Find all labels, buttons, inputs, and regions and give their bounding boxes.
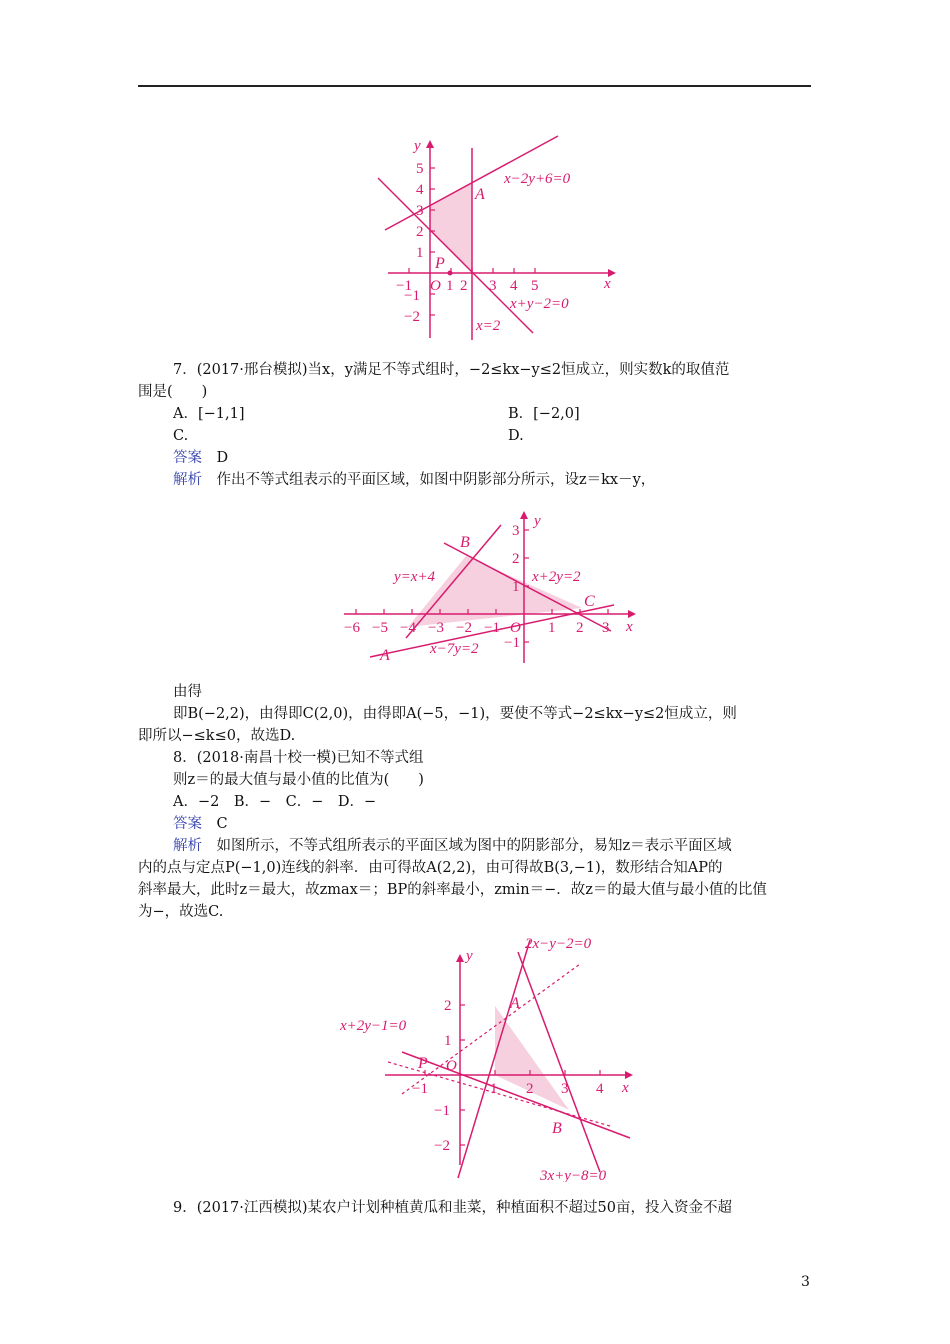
y-tick-label: 3 (512, 523, 520, 539)
point-p-label: P (418, 1055, 428, 1072)
y-tick-label: 1 (512, 579, 520, 595)
y-tick-label: 2 (416, 224, 424, 240)
x-tick-label: −1 (484, 620, 500, 636)
y-tick-label: 1 (416, 245, 424, 261)
x-axis-label: x (626, 619, 633, 635)
line-label-1: 2x−y−2=0 (525, 936, 592, 952)
x-tick-label: −1 (412, 1081, 428, 1097)
x-tick-label: 1 (548, 620, 556, 636)
q8-options: A．−2 B．− C．− D．− (173, 794, 377, 810)
answer-label: 答案 (173, 816, 202, 832)
header-rule (138, 85, 811, 87)
y-tick-label: −2 (404, 309, 420, 325)
answer-label: 答案 (173, 450, 202, 466)
y-axis-arrow (456, 954, 464, 962)
y-tick-label: −1 (404, 288, 420, 304)
x-tick-label: 2 (526, 1081, 534, 1097)
x-axis-arrow (628, 610, 636, 618)
x-tick-label: 3 (489, 278, 497, 294)
x-tick-label: 1 (490, 1081, 498, 1097)
y-tick-label: 2 (444, 998, 452, 1014)
y-tick-label: 3 (416, 203, 424, 219)
figure-1 (368, 128, 633, 346)
q7-after-1: 由得 (173, 684, 202, 700)
line-label-2: x+2y−1=0 (340, 1018, 407, 1034)
y-tick-label: −2 (434, 1138, 450, 1154)
x-axis-label: x (622, 1080, 629, 1096)
y-axis-label: y (534, 513, 541, 529)
line-label-1: x−2y+6=0 (504, 171, 571, 187)
feasible-region (408, 556, 582, 627)
y-tick-label: 4 (416, 182, 424, 198)
line-label-2: x+y−2=0 (510, 296, 569, 312)
q7-option-d: D. (508, 428, 524, 444)
q8-analysis-1 (173, 835, 732, 857)
figure-2-graph (336, 503, 658, 675)
x-tick-label: 2 (576, 620, 584, 636)
analysis-text: 作出不等式组表示的平面区域，如图中阴影部分所示，设z＝kx－y， (216, 472, 656, 488)
y-tick-label: 5 (416, 161, 424, 177)
q7-option-b: B．[−2,0] (508, 406, 580, 422)
q8-analysis-4: 为−，故选C. (138, 904, 224, 920)
analysis-label: 解析 (173, 838, 202, 854)
y-tick-label: 1 (444, 1033, 452, 1049)
line-label-3: x−7y=2 (430, 641, 479, 657)
q7-answer (173, 447, 228, 469)
x-tick-label: −6 (344, 620, 360, 636)
x-tick-label: −3 (428, 620, 444, 636)
analysis-label: 解析 (173, 472, 202, 488)
x-tick-label: 5 (531, 278, 539, 294)
point-p-label: P (435, 255, 445, 272)
point-b-label: B (552, 1120, 562, 1137)
x-tick-label: −5 (372, 620, 388, 636)
line-label-3: 3x+y−8=0 (540, 1168, 607, 1182)
q8-answer (173, 813, 228, 835)
origin-label: O (446, 1058, 457, 1074)
y-axis-label: y (466, 948, 473, 964)
origin-label: O (510, 620, 521, 636)
figure-1-graph (368, 128, 633, 346)
x-axis-arrow (625, 1071, 633, 1079)
answer-value: D (216, 450, 229, 466)
point-a-label: A (475, 186, 485, 203)
x-tick-label: 1 (446, 278, 454, 294)
q7-analysis (173, 469, 655, 491)
q7-line-1: 7．(2017·邢台模拟)当x，y满足不等式组时，−2≤kx−y≤2恒成立，则实数k的取值范 (173, 362, 730, 378)
point-a-label: A (380, 647, 390, 664)
point-b-label: B (460, 534, 470, 551)
x-tick-label: −2 (456, 620, 472, 636)
figure-3-graph (340, 930, 650, 1182)
q8-line-2: 则z＝的最大值与最小值的比值为( ) (173, 772, 424, 788)
answer-value: C (216, 816, 228, 832)
q7-line-2: 围是( ) (138, 384, 208, 400)
origin-label: O (430, 278, 441, 294)
q8-line-1: 8．(2018·南昌十校一模)已知不等式组 (173, 750, 424, 766)
analysis-text: 如图所示，不等式组所表示的平面区域为图中的阴影部分，易知z＝表示平面区域 (216, 838, 732, 854)
x-tick-label: 4 (510, 278, 518, 294)
y-axis-arrow (426, 140, 434, 148)
x-axis-label: x (604, 276, 611, 292)
q8-analysis-3: 斜率最大，此时z＝最大，故zmax＝；BP的斜率最小，zmin＝−．故z＝的最大值与最小值的比值 (138, 882, 767, 898)
q8-analysis-2: 内的点与定点P(−1,0)连线的斜率．由可得故A(2,2)，由可得故B(3,−1)，数形结合知AP的 (138, 860, 723, 876)
q7-after-2: 即B(−2,2)，由得即C(2,0)，由得即A(−5，−1)，要使不等式−2≤kx−y≤2恒成立，则 (173, 706, 737, 722)
line-label-1: y=x+4 (394, 569, 436, 585)
x-tick-label: 2 (460, 278, 468, 294)
q9-line-1: 9．(2017·江西模拟)某农户计划种植黄瓜和韭菜，种植面积不超过50亩，投入资金不超 (173, 1200, 732, 1216)
line-label-3: x=2 (476, 318, 501, 334)
y-tick-label: −1 (434, 1103, 450, 1119)
x-tick-label: −4 (400, 620, 416, 636)
q7-after-3: 即所以−≤k≤0，故选D. (138, 728, 296, 744)
figure-2 (336, 503, 658, 675)
point-c-label: C (584, 593, 595, 610)
x-tick-label: 4 (596, 1081, 604, 1097)
figure-3 (340, 930, 650, 1182)
q7-option-a: A．[−1,1] (173, 406, 245, 422)
y-tick-label: −1 (504, 635, 520, 651)
x-tick-label: 3 (602, 620, 610, 636)
y-axis-arrow (520, 511, 528, 519)
line-label-2: x+2y=2 (532, 569, 581, 585)
x-tick-label: 3 (561, 1081, 569, 1097)
y-axis-label: y (414, 138, 421, 154)
point-p-dot (448, 271, 453, 276)
q7-option-c: C. (173, 428, 189, 444)
point-a-label: A (510, 995, 520, 1012)
x-tick-label: −1 (396, 278, 412, 294)
y-tick-label: 2 (512, 551, 520, 567)
page-number: 3 (801, 1274, 810, 1290)
